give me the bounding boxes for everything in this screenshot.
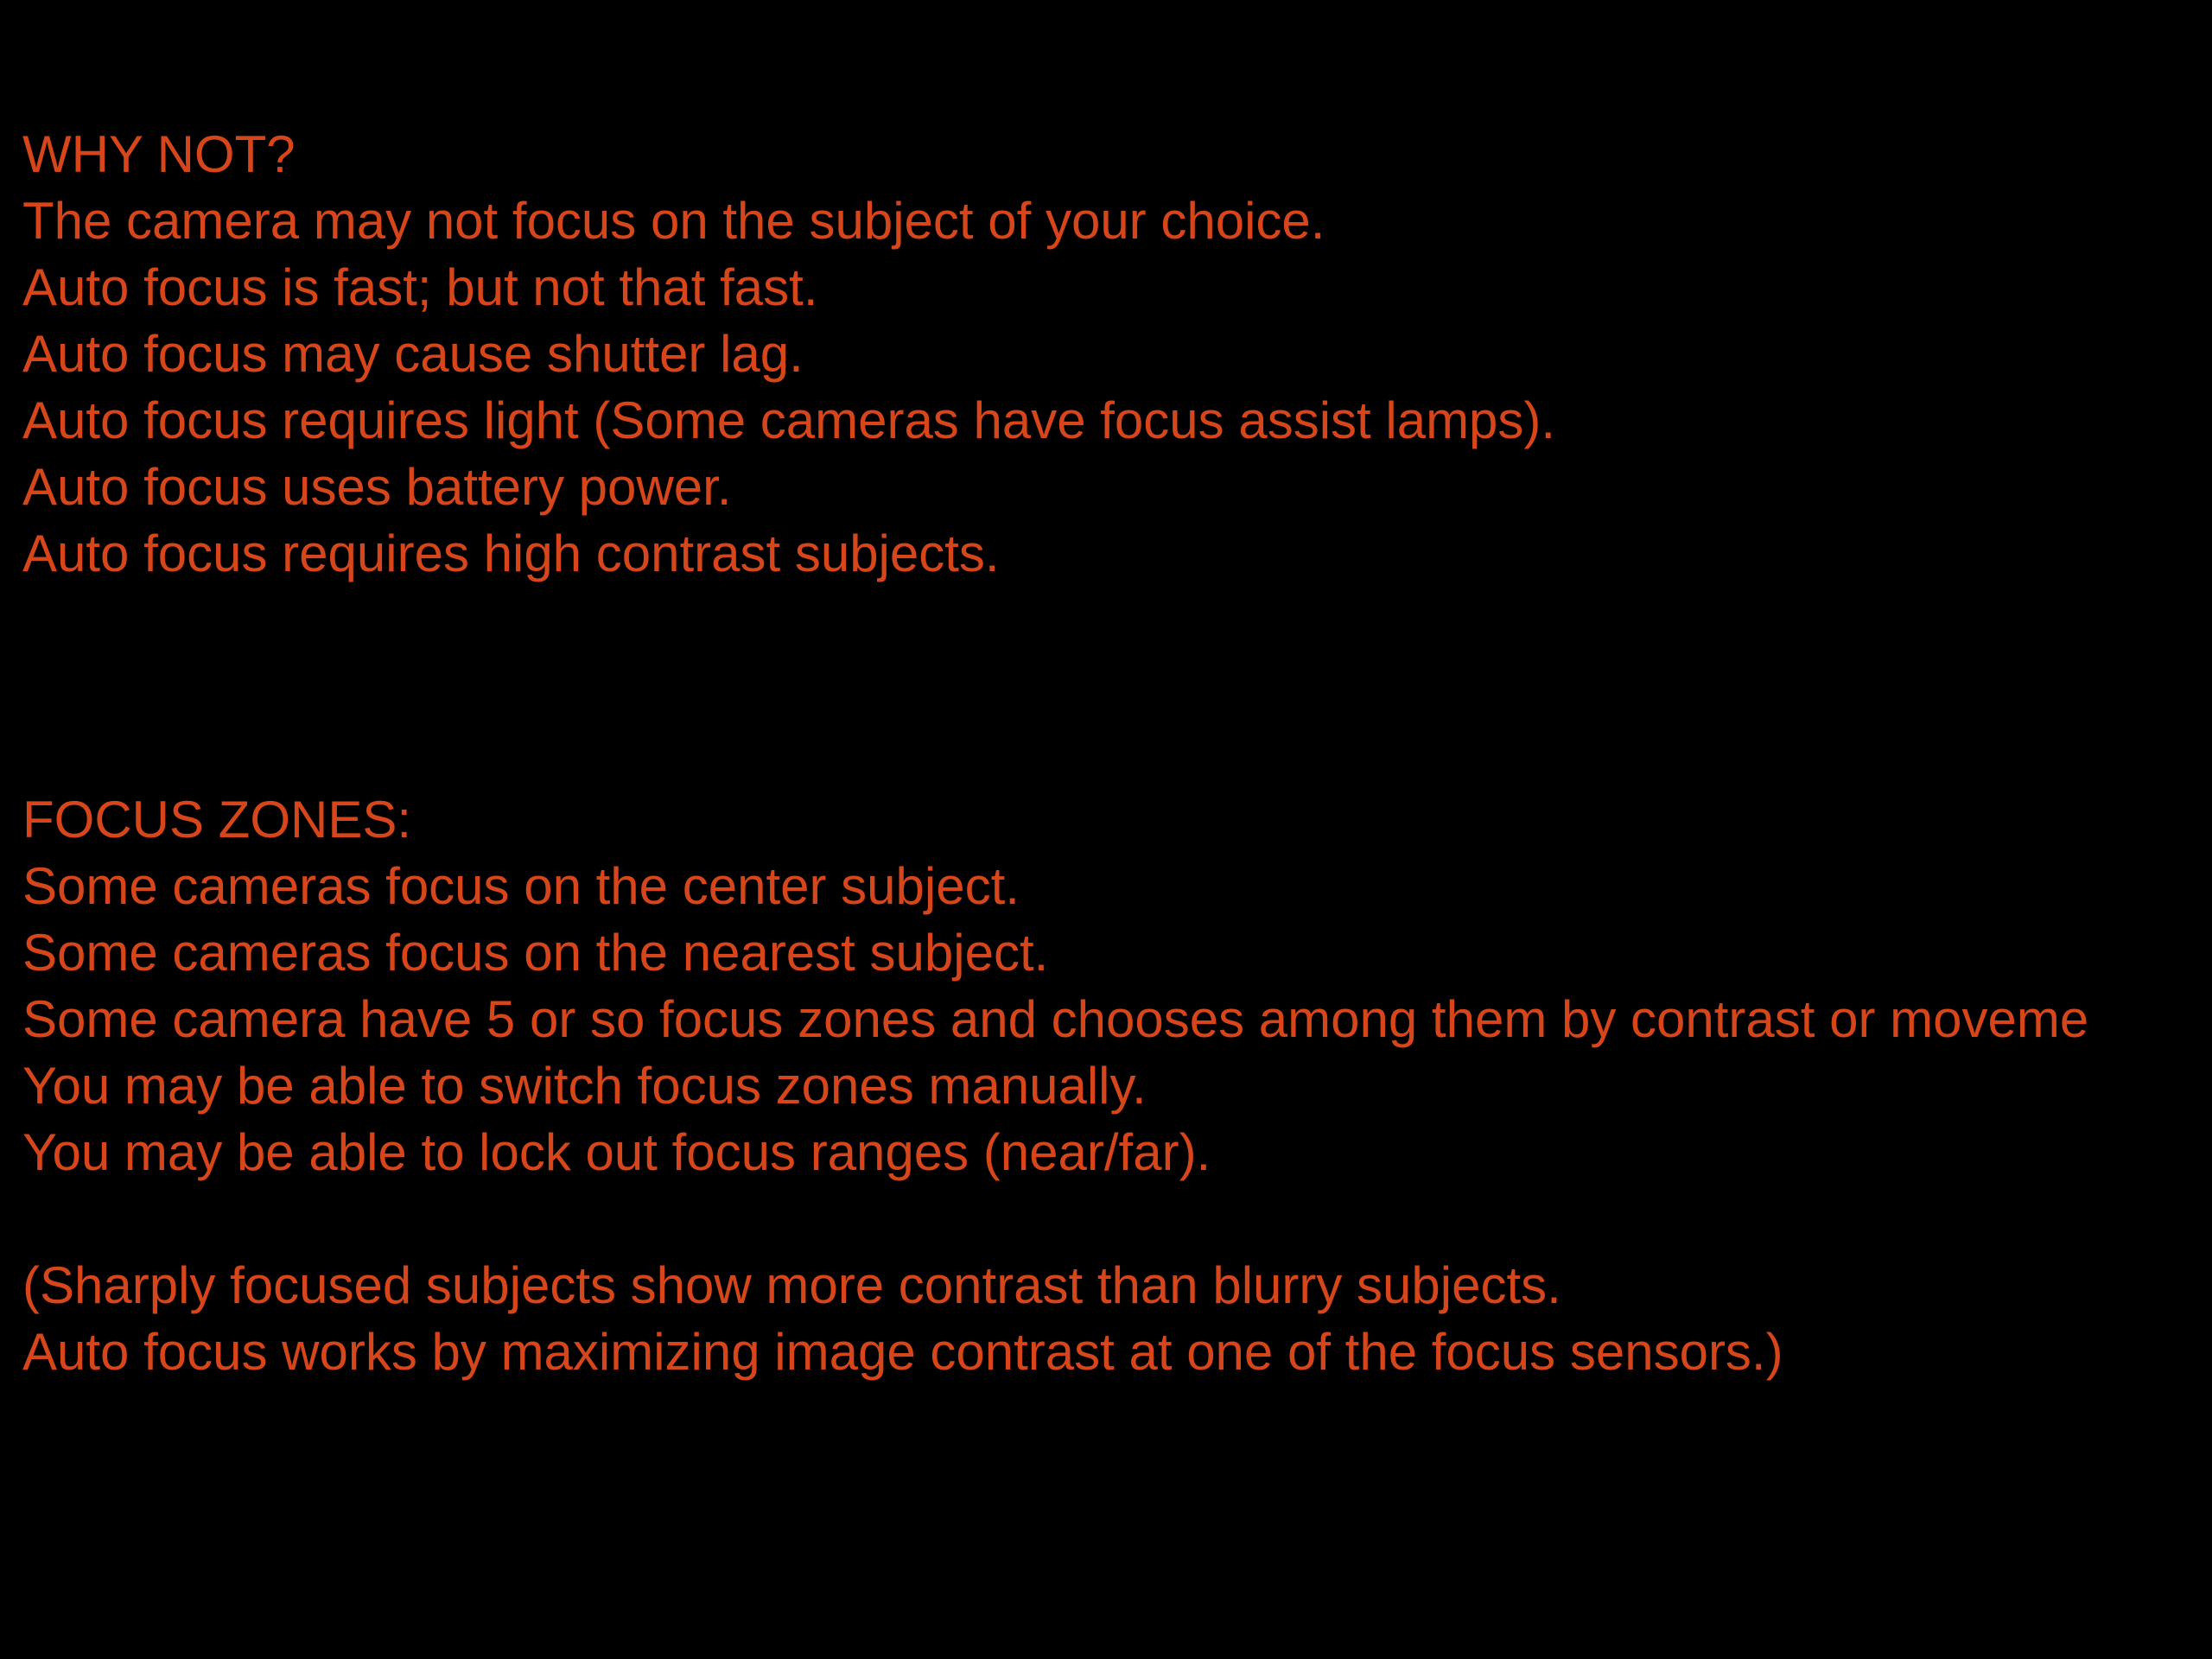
why-not-item: Auto focus requires light (Some cameras have focus assist lamps). — [22, 391, 1556, 449]
why-not-item: Auto focus requires high contrast subjects. — [22, 524, 1000, 582]
note-line: (Sharply focused subjects show more contrast than blurry subjects. — [22, 1256, 1561, 1314]
focus-zones-item: You may be able to lock out focus ranges (near/far). — [22, 1123, 1211, 1181]
note-line: Auto focus works by maximizing image contrast at one of the focus sensors.) — [22, 1323, 1783, 1381]
focus-zones-item: Some cameras focus on the nearest subject. — [22, 924, 1049, 982]
focus-zones-item: Some camera have 5 or so focus zones and chooses among them by contrast or moveme — [22, 990, 2089, 1048]
focus-zones-item: Some cameras focus on the center subject. — [22, 857, 1020, 915]
why-not-item: Auto focus is fast; but not that fast. — [22, 258, 818, 316]
focus-zones-item: You may be able to switch focus zones manually. — [22, 1057, 1147, 1115]
why-not-item: The camera may not focus on the subject of your choice. — [22, 192, 1325, 250]
spacer — [22, 1185, 2212, 1252]
why-not-item: Auto focus may cause shutter lag. — [22, 325, 804, 383]
spacer — [22, 587, 2212, 786]
why-not-item: Auto focus uses battery power. — [22, 458, 732, 516]
slide-text — [22, 121, 2212, 1385]
focus-zones-heading: FOCUS ZONES: — [22, 791, 412, 849]
why-not-heading: WHY NOT? — [22, 125, 296, 183]
